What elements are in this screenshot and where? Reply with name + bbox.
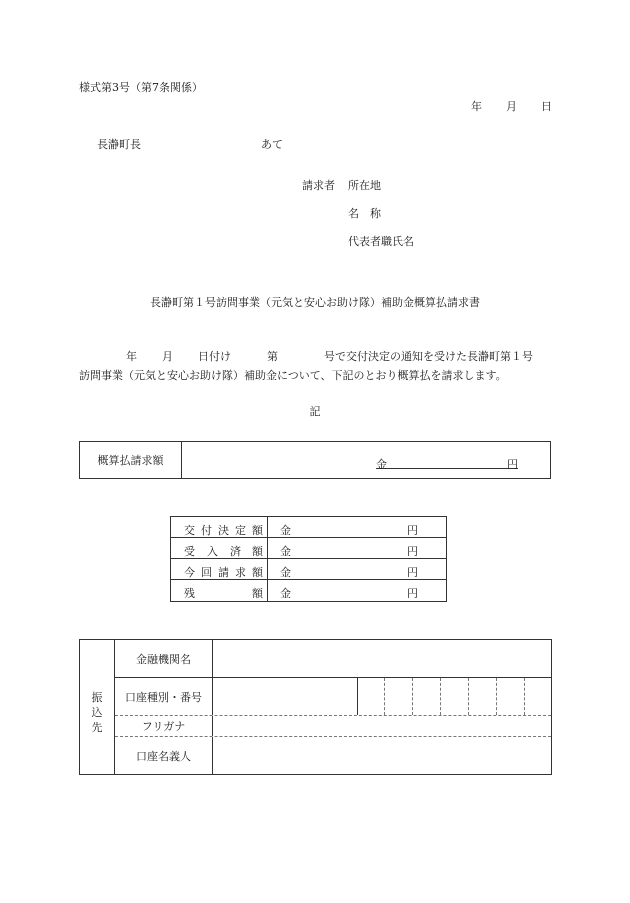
body-line1-rest: 号で交付決定の通知を受けた長瀞町第１号	[324, 350, 533, 363]
form-number-label: 様式第3号（第7条関係）	[79, 81, 203, 94]
estimate-amount-box	[79, 441, 551, 479]
date-day-label: 日	[541, 100, 552, 113]
amount-yen: 円	[407, 566, 418, 579]
amount-row-received	[171, 538, 446, 559]
label-char: 回	[201, 566, 212, 579]
body-year: 年	[126, 350, 137, 363]
account-label: 口座種別・番号	[115, 678, 213, 715]
addressee-name: 長瀞町長	[97, 138, 141, 151]
amount-kin: 金	[280, 587, 291, 600]
bank-name-field[interactable]	[213, 640, 551, 677]
label-char: 付	[201, 524, 212, 537]
amount-yen: 円	[407, 524, 418, 537]
amount-row-label	[171, 517, 268, 537]
amount-kin: 金	[280, 524, 291, 537]
digit-cell-divider	[468, 678, 469, 715]
label-char: 額	[252, 524, 263, 537]
date-year-label: 年	[471, 100, 482, 113]
document-title: 長瀞町第１号訪問事業（元気と安心お助け隊）補助金概算払請求書	[150, 296, 480, 309]
amount-row-decided	[171, 517, 446, 538]
label-char: 請	[218, 566, 229, 579]
transfer-destination-box	[79, 639, 552, 775]
furigana-field[interactable]	[213, 716, 551, 736]
label-char: 受	[184, 545, 195, 558]
amount-kin: 金	[280, 566, 291, 579]
label-char: 交	[184, 524, 195, 537]
body-date-suffix: 日付け	[198, 350, 231, 363]
digit-cell-divider	[357, 678, 358, 715]
label-char: 定	[235, 524, 246, 537]
bank-name-row	[115, 640, 551, 678]
furigana-row	[115, 716, 551, 737]
side-char: 込	[91, 706, 103, 719]
requester-location-label: 所在地	[348, 179, 381, 192]
amount-kin: 金	[280, 545, 291, 558]
body-dai: 第	[267, 350, 278, 363]
account-row	[115, 678, 551, 716]
requester-title: 請求者	[302, 179, 335, 192]
label-char: 今	[184, 566, 195, 579]
bank-name-label: 金融機関名	[115, 640, 213, 677]
label-char: 額	[252, 545, 263, 558]
amount-yen: 円	[407, 545, 418, 558]
digit-cell-divider	[524, 678, 525, 715]
digit-cell-divider	[384, 678, 385, 715]
account-holder-row	[115, 737, 551, 774]
body-month: 月	[162, 350, 173, 363]
amount-table	[170, 516, 447, 602]
ki-label: 記	[309, 405, 321, 418]
body-line2: 訪問事業（元気と安心お助け隊）補助金について、下記のとおり概算払を請求します。	[79, 369, 507, 382]
label-char: 求	[235, 566, 246, 579]
amount-row-label	[171, 538, 268, 558]
digit-cell-divider	[496, 678, 497, 715]
amount-row-current	[171, 559, 446, 580]
amount-row-label	[171, 580, 268, 601]
addressee-suffix: あて	[261, 138, 283, 151]
side-char: 先	[91, 721, 103, 734]
requester-name-label: 名 称	[348, 207, 381, 220]
amount-row-remaining	[171, 580, 446, 601]
amount-row-label	[171, 559, 268, 579]
amount-yen: 円	[407, 587, 418, 600]
label-char: 残	[184, 587, 195, 600]
estimate-amount-label: 概算払請求額	[80, 442, 182, 478]
estimate-yen: 円	[507, 458, 518, 471]
estimate-amount-field[interactable]	[376, 456, 518, 469]
transfer-side-label	[80, 640, 115, 774]
label-char: 済	[230, 545, 241, 558]
furigana-label: フリガナ	[115, 716, 213, 736]
estimate-kin: 金	[376, 458, 387, 471]
digit-cell-divider	[412, 678, 413, 715]
label-char: 決	[218, 524, 229, 537]
label-char: 入	[207, 545, 218, 558]
digit-cell-divider	[440, 678, 441, 715]
side-char: 振	[91, 691, 103, 704]
label-char: 額	[252, 587, 263, 600]
requester-representative-label: 代表者職氏名	[348, 235, 414, 248]
account-holder-field[interactable]	[213, 737, 551, 774]
account-holder-label: 口座名義人	[115, 737, 213, 774]
date-month-label: 月	[506, 100, 517, 113]
label-char: 額	[252, 566, 263, 579]
account-type-field[interactable]	[213, 678, 357, 715]
